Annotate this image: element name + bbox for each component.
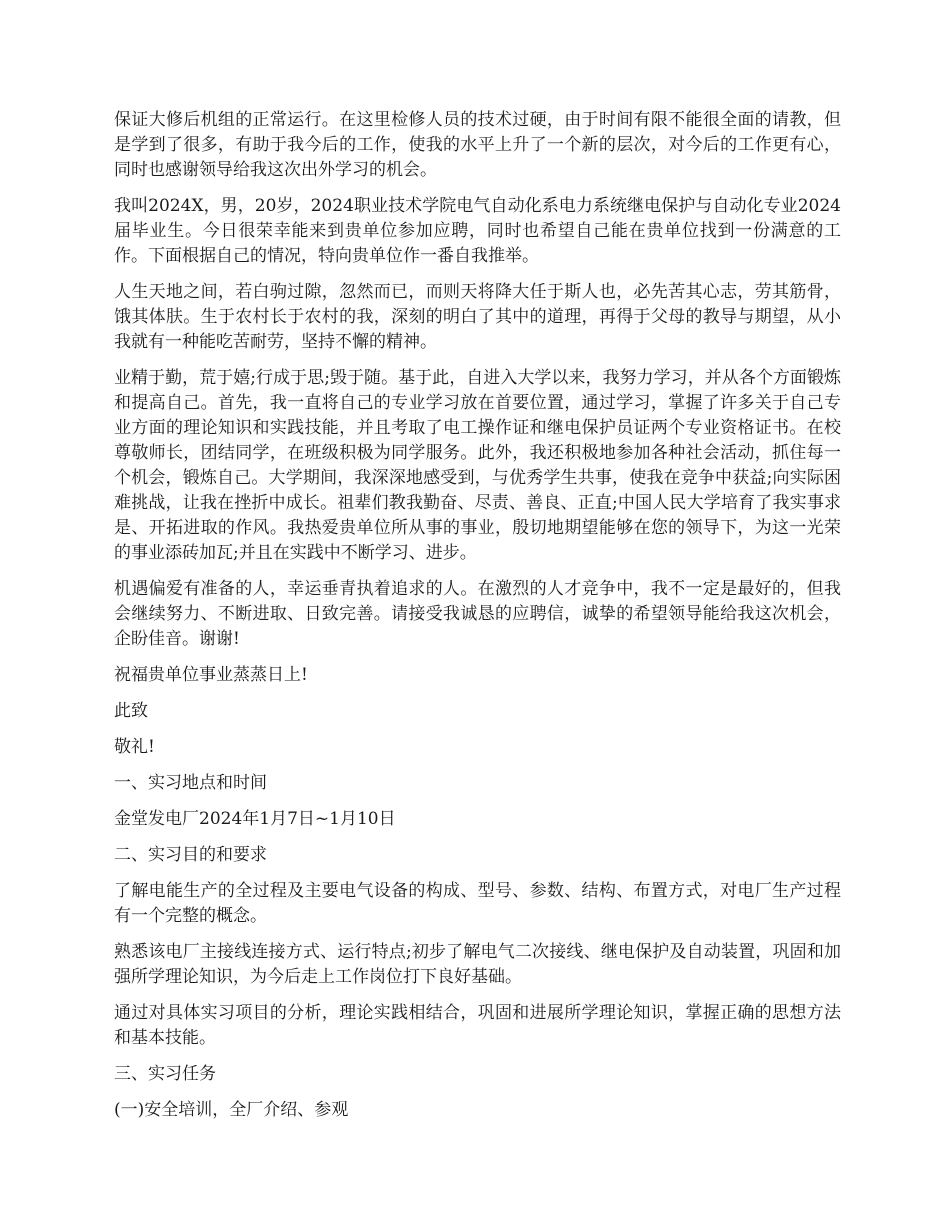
paragraph-self-introduction: 我叫2024X，男，20岁，2024职业技术学院电气自动化系电力系统继电保护与自动化专业2024届毕业生。今日很荣幸能来到贵单位参加应聘，同时也希望自己能在贵单位找到一份满意的工作。下面根据自己的情况，特向贵单位作一番自我推举。: [114, 196, 841, 266]
section-heading-purpose: 二、实习目的和要求: [114, 845, 267, 865]
blessing-line: 祝福贵单位事业蒸蒸日上!: [114, 665, 308, 685]
section-heading-tasks: 三、实习任务: [114, 1064, 216, 1084]
regards-line: 敬礼!: [114, 737, 155, 757]
task-item-safety-training: (一)安全培训，全厂介绍、参观: [114, 1100, 349, 1120]
paragraph-closing-request: 机遇偏爱有准备的人，幸运垂青执着追求的人。在激烈的人才竞争中，我不一定是最好的，但我会继续努力、不断进取、日致完善。请接受我诚恳的应聘信，诚挚的希望领导能给我这次机会，企盼佳音。谢谢!: [114, 579, 841, 649]
purpose-item-analysis: 通过对具体实习项目的分析，理论实践相结合，巩固和进展所学理论知识，掌握正确的思想方法和基本技能。: [114, 1003, 841, 1048]
section-heading-location-time: 一、实习地点和时间: [114, 773, 267, 793]
salutation-line: 此致: [114, 701, 148, 721]
purpose-item-production: 了解电能生产的全过程及主要电气设备的构成、型号、参数、结构、布置方式，对电厂生产过程有一个完整的概念。: [114, 881, 841, 926]
internship-location-date: 金堂发电厂2024年1月7日~1月10日: [114, 809, 396, 829]
paragraph-university-experience: 业精于勤，荒于嬉;行成于思;毁于随。基于此，自进入大学以来，我努力学习，并从各个方面锻炼和提高自己。首先，我一直将自己的专业学习放在首要位置，通过学习，掌握了许多关于自己专业方面的理论知识和实践技能，并且考取了电工操作证和继电保护员证两个专业资格证书。在校尊敬师长，团结同学，在班级积极为同学服务。此外，我还积极地参加各种社会活动，抓住每一个机会，锻炼自己。大学期间，我深深地感受到，与优秀学生共事，使我在竞争中获益;向实际困难挑战，让我在挫折中成长。祖辈们教我勤奋、尽责、善良、正直;中国人民大学培育了我实事求是、开拓进取的作风。我热爱贵单位所从事的事业，殷切地期望能够在您的领导下，为这一光荣的事业添砖加瓦;并且在实践中不断学习、进步。: [114, 368, 841, 563]
document-page: [114, 108, 841, 1134]
purpose-item-wiring: 熟悉该电厂主接线连接方式、运行特点;初步了解电气二次接线、继电保护及自动装置，巩固和加强所学理论知识，为今后走上工作岗位打下良好基础。: [114, 942, 841, 987]
paragraph-hardship: 人生天地之间，若白驹过隙，忽然而已，而则天将降大任于斯人也，必先苦其心志，劳其筋骨，饿其体肤。生于农村长于农村的我，深刻的明白了其中的道理，再得于父母的教导与期望，从小我就有一种能吃苦耐劳，坚持不懈的精神。: [114, 282, 841, 352]
paragraph-repair-summary: 保证大修后机组的正常运行。在这里检修人员的技术过硬，由于时间有限不能很全面的请教，但是学到了很多，有助于我今后的工作，使我的水平上升了一个新的层次，对今后的工作更有心，同时也感谢领导给我这次出外学习的机会。: [114, 110, 841, 180]
